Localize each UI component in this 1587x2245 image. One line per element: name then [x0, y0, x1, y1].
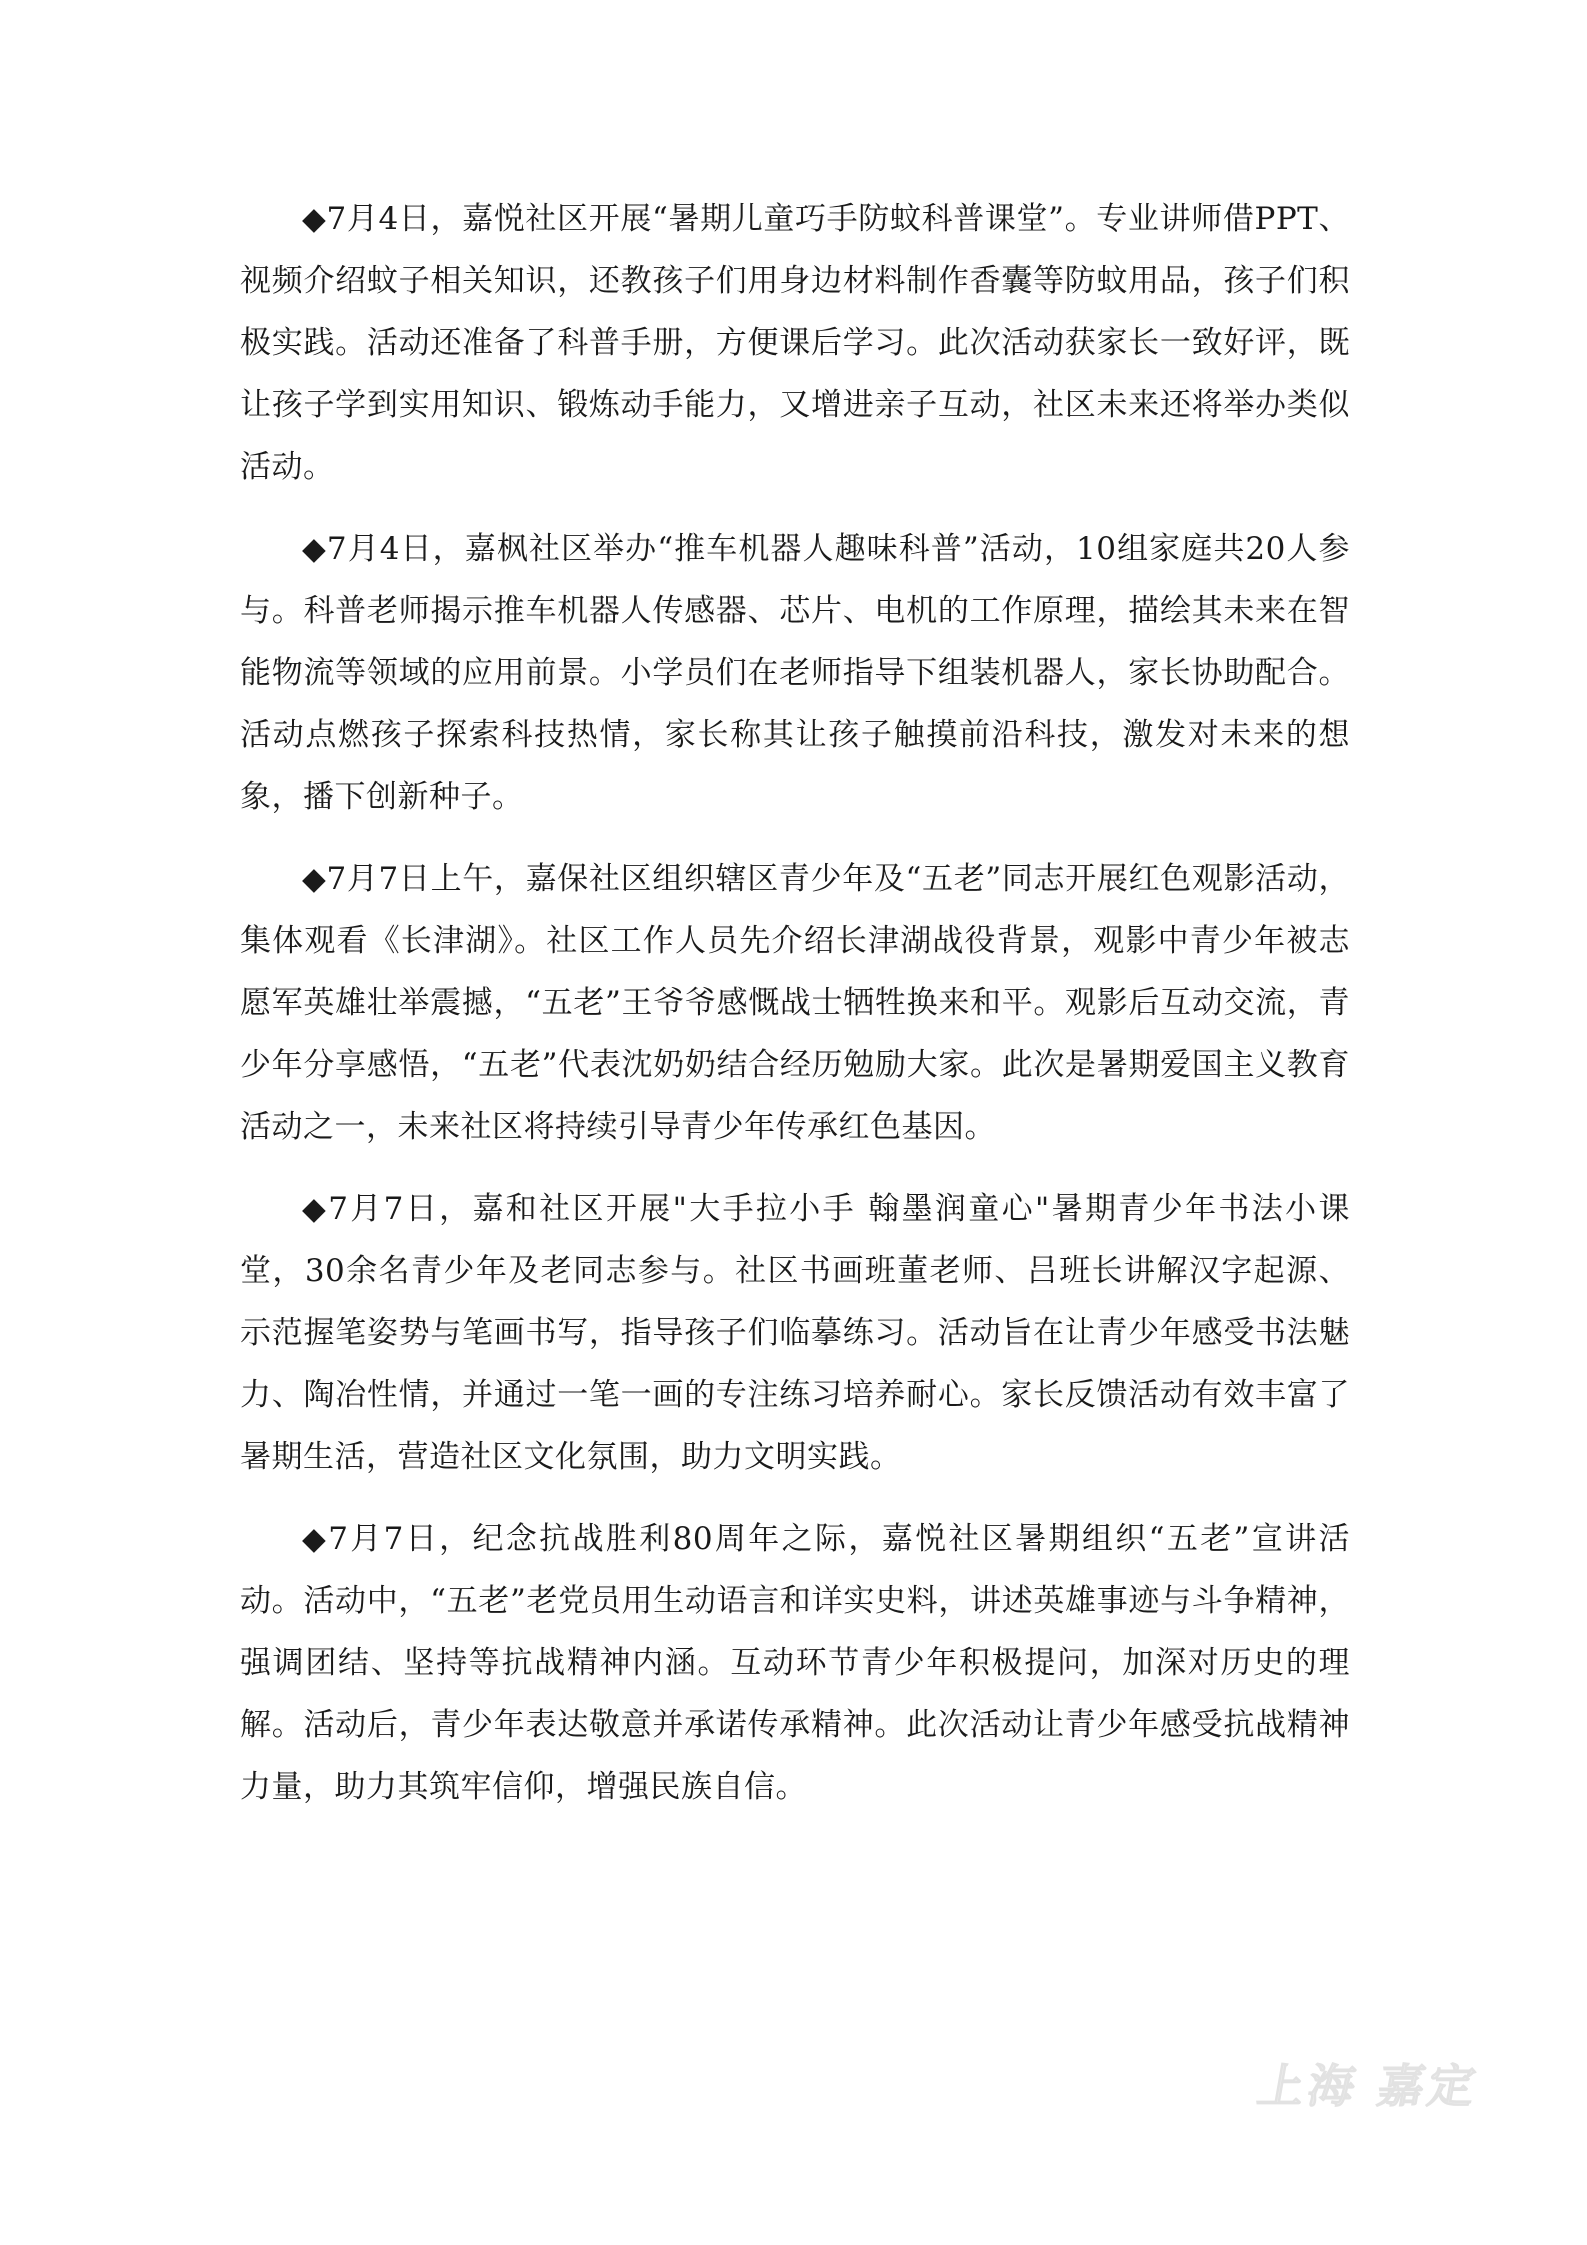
paragraph-jiayue-mosquito: ◆7月4日，嘉悦社区开展“暑期儿童巧手防蚊科普课堂”。专业讲师借PPT、视频介绍蚊子相关知识，还教孩子们用身边材料制作香囊等防蚊用品，孩子们积极实践。活动还准备了科普手册，方便课后学习。此次活动获家长一致好评，既让孩子学到实用知识、锻炼动手能力，又增进亲子互动，社区未来还将举办类似活动。	[240, 201, 1350, 485]
paragraph-jiabao-film: ◆7月7日上午，嘉保社区组织辖区青少年及“五老”同志开展红色观影活动，集体观看《长津湖》。社区工作人员先介绍长津湖战役背景，观影中青少年被志愿军英雄壮举震撼，“五老”王爷爷感慨战士牺牲换来和平。观影后互动交流，青少年分享感悟，“五老”代表沈奶奶结合经历勉励大家。此次是暑期爱国主义教育活动之一，未来社区将持续引导青少年传承红色基因。	[240, 861, 1350, 1145]
paragraph-jiahe-calligraphy: ◆7月7日，嘉和社区开展"大手拉小手 翰墨润童心"暑期青少年书法小课堂，30余名青少年及老同志参与。社区书画班董老师、吕班长讲解汉字起源、示范握笔姿势与笔画书写，指导孩子们临摹练习。活动旨在让青少年感受书法魅力、陶冶性情，并通过一笔一画的专注练习培养耐心。家长反馈活动有效丰富了暑期生活，营造社区文化氛围，助力文明实践。	[240, 1191, 1350, 1475]
watermark-logo: 上海 嘉定	[1253, 2059, 1484, 2113]
paragraph-jiafeng-robot: ◆7月4日，嘉枫社区举办“推车机器人趣味科普”活动，10组家庭共20人参与。科普老师揭示推车机器人传感器、芯片、电机的工作原理，描绘其未来在智能物流等领域的应用前景。小学员们在老师指导下组装机器人，家长协助配合。活动点燃孩子探索科技热情，家长称其让孩子触摸前沿科技，激发对未来的想象，播下创新种子。	[240, 531, 1350, 815]
document-body	[240, 188, 1350, 1838]
paragraph-jiayue-lecture: ◆7月7日，纪念抗战胜利80周年之际，嘉悦社区暑期组织“五老”宣讲活动。活动中，“五老”老党员用生动语言和详实史料，讲述英雄事迹与斗争精神，强调团结、坚持等抗战精神内涵。互动环节青少年积极提问，加深对历史的理解。活动后，青少年表达敬意并承诺传承精神。此次活动让青少年感受抗战精神力量，助力其筑牢信仰，增强民族自信。	[240, 1521, 1350, 1805]
